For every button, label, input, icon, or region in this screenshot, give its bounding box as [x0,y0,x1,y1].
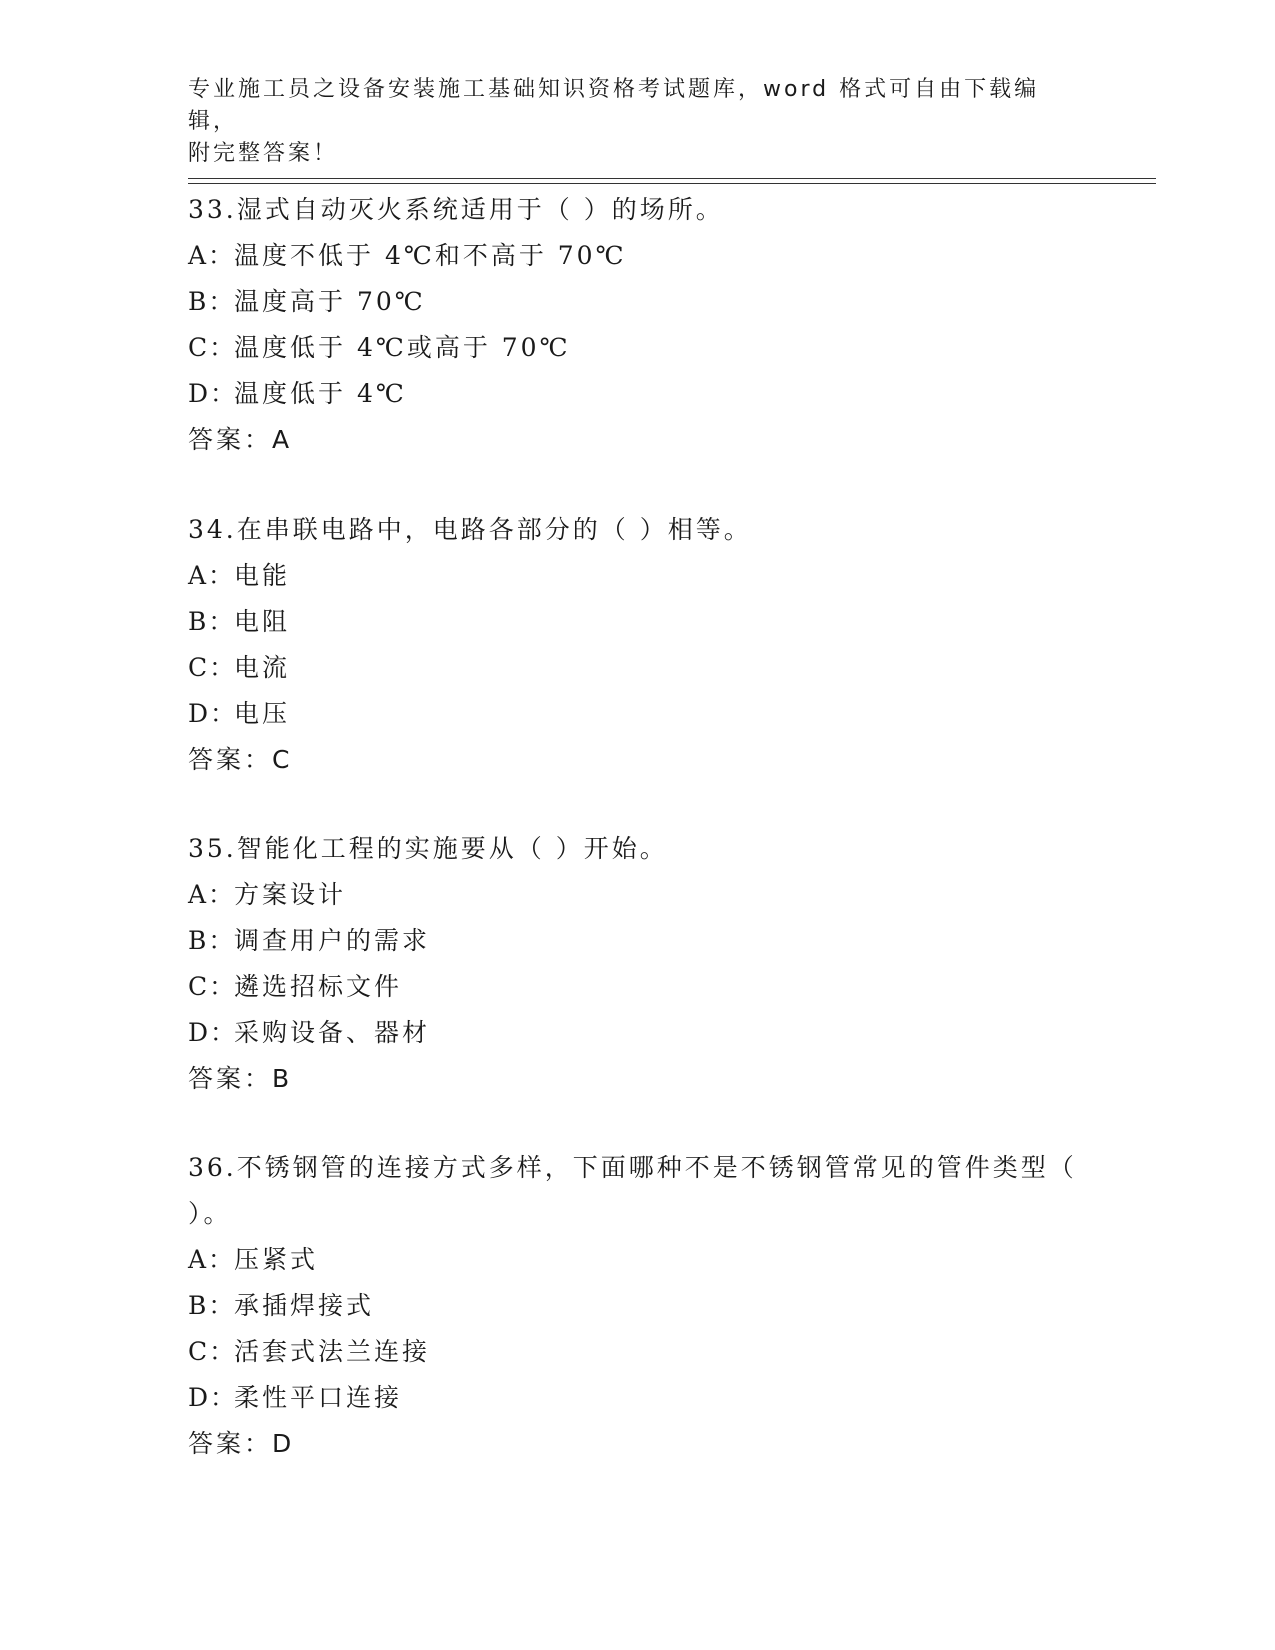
question-34 [188,507,1088,783]
option-text: 承插焊接式 [234,1291,375,1320]
option-text: 遴选招标文件 [234,972,403,1001]
option-b [188,1283,1078,1329]
option-text: 方案设计 [234,880,347,909]
header-divider-top [188,178,1156,179]
option-key: B： [188,926,236,955]
question-stem: 33.湿式自动灭火系统适用于（ ）的场所。 [188,195,724,224]
header-line-2: 附完整答案！ [188,141,339,166]
option-a [188,233,1088,279]
option-b [188,918,1088,964]
option-text: 温度低于 4℃ [234,379,407,408]
option-key: B： [188,607,236,636]
answer-line: 答案：A [188,425,293,454]
option-key: C： [188,333,237,362]
question-36 [188,1145,1078,1467]
option-text: 采购设备、器材 [234,1018,431,1047]
option-text: 电阻 [234,607,291,636]
option-text: 调查用户的需求 [234,926,431,955]
document-header [188,74,1068,170]
option-c [188,964,1088,1010]
question-stem: 34.在串联电路中，电路各部分的（ ）相等。 [188,515,752,544]
option-d [188,1010,1088,1056]
option-d [188,691,1088,737]
option-key: B： [188,1291,236,1320]
option-c [188,325,1088,371]
header-line-1: 专业施工员之设备安装施工基础知识资格考试题库，word 格式可自由下载编辑， [188,77,1040,134]
option-key: D： [188,699,238,728]
question-33 [188,187,1088,463]
option-text: 柔性平口连接 [234,1383,403,1412]
option-d [188,371,1088,417]
option-key: A： [188,561,236,590]
option-key: A： [188,1245,236,1274]
question-stem: 35.智能化工程的实施要从（ ）开始。 [188,834,668,863]
option-text: 电压 [234,699,291,728]
option-b [188,599,1088,645]
option-text: 电能 [234,561,291,590]
option-key: C： [188,653,237,682]
option-key: C： [188,1337,237,1366]
question-stem: 36.不锈钢管的连接方式多样，下面哪种不是不锈钢管常见的管件类型（ ）。 [188,1153,1077,1228]
option-a [188,553,1088,599]
option-a [188,872,1088,918]
option-key: C： [188,972,237,1001]
option-text: 温度不低于 4℃和不高于 70℃ [234,241,627,270]
option-text: 压紧式 [234,1245,319,1274]
answer-line: 答案：C [188,745,293,774]
answer-line: 答案：B [188,1064,293,1093]
option-text: 活套式法兰连接 [234,1337,431,1366]
option-key: A： [188,241,236,270]
option-b [188,279,1088,325]
option-key: D： [188,1383,238,1412]
option-text: 温度高于 70℃ [234,287,426,316]
option-a [188,1237,1078,1283]
answer-line: 答案：D [188,1429,295,1458]
option-d [188,1375,1078,1421]
option-key: B： [188,287,236,316]
option-c [188,1329,1078,1375]
option-text: 温度低于 4℃或高于 70℃ [234,333,571,362]
option-key: D： [188,379,238,408]
header-divider-bottom [188,183,1156,184]
option-text: 电流 [234,653,291,682]
question-35 [188,826,1088,1102]
option-key: A： [188,880,236,909]
option-key: D： [188,1018,238,1047]
option-c [188,645,1088,691]
